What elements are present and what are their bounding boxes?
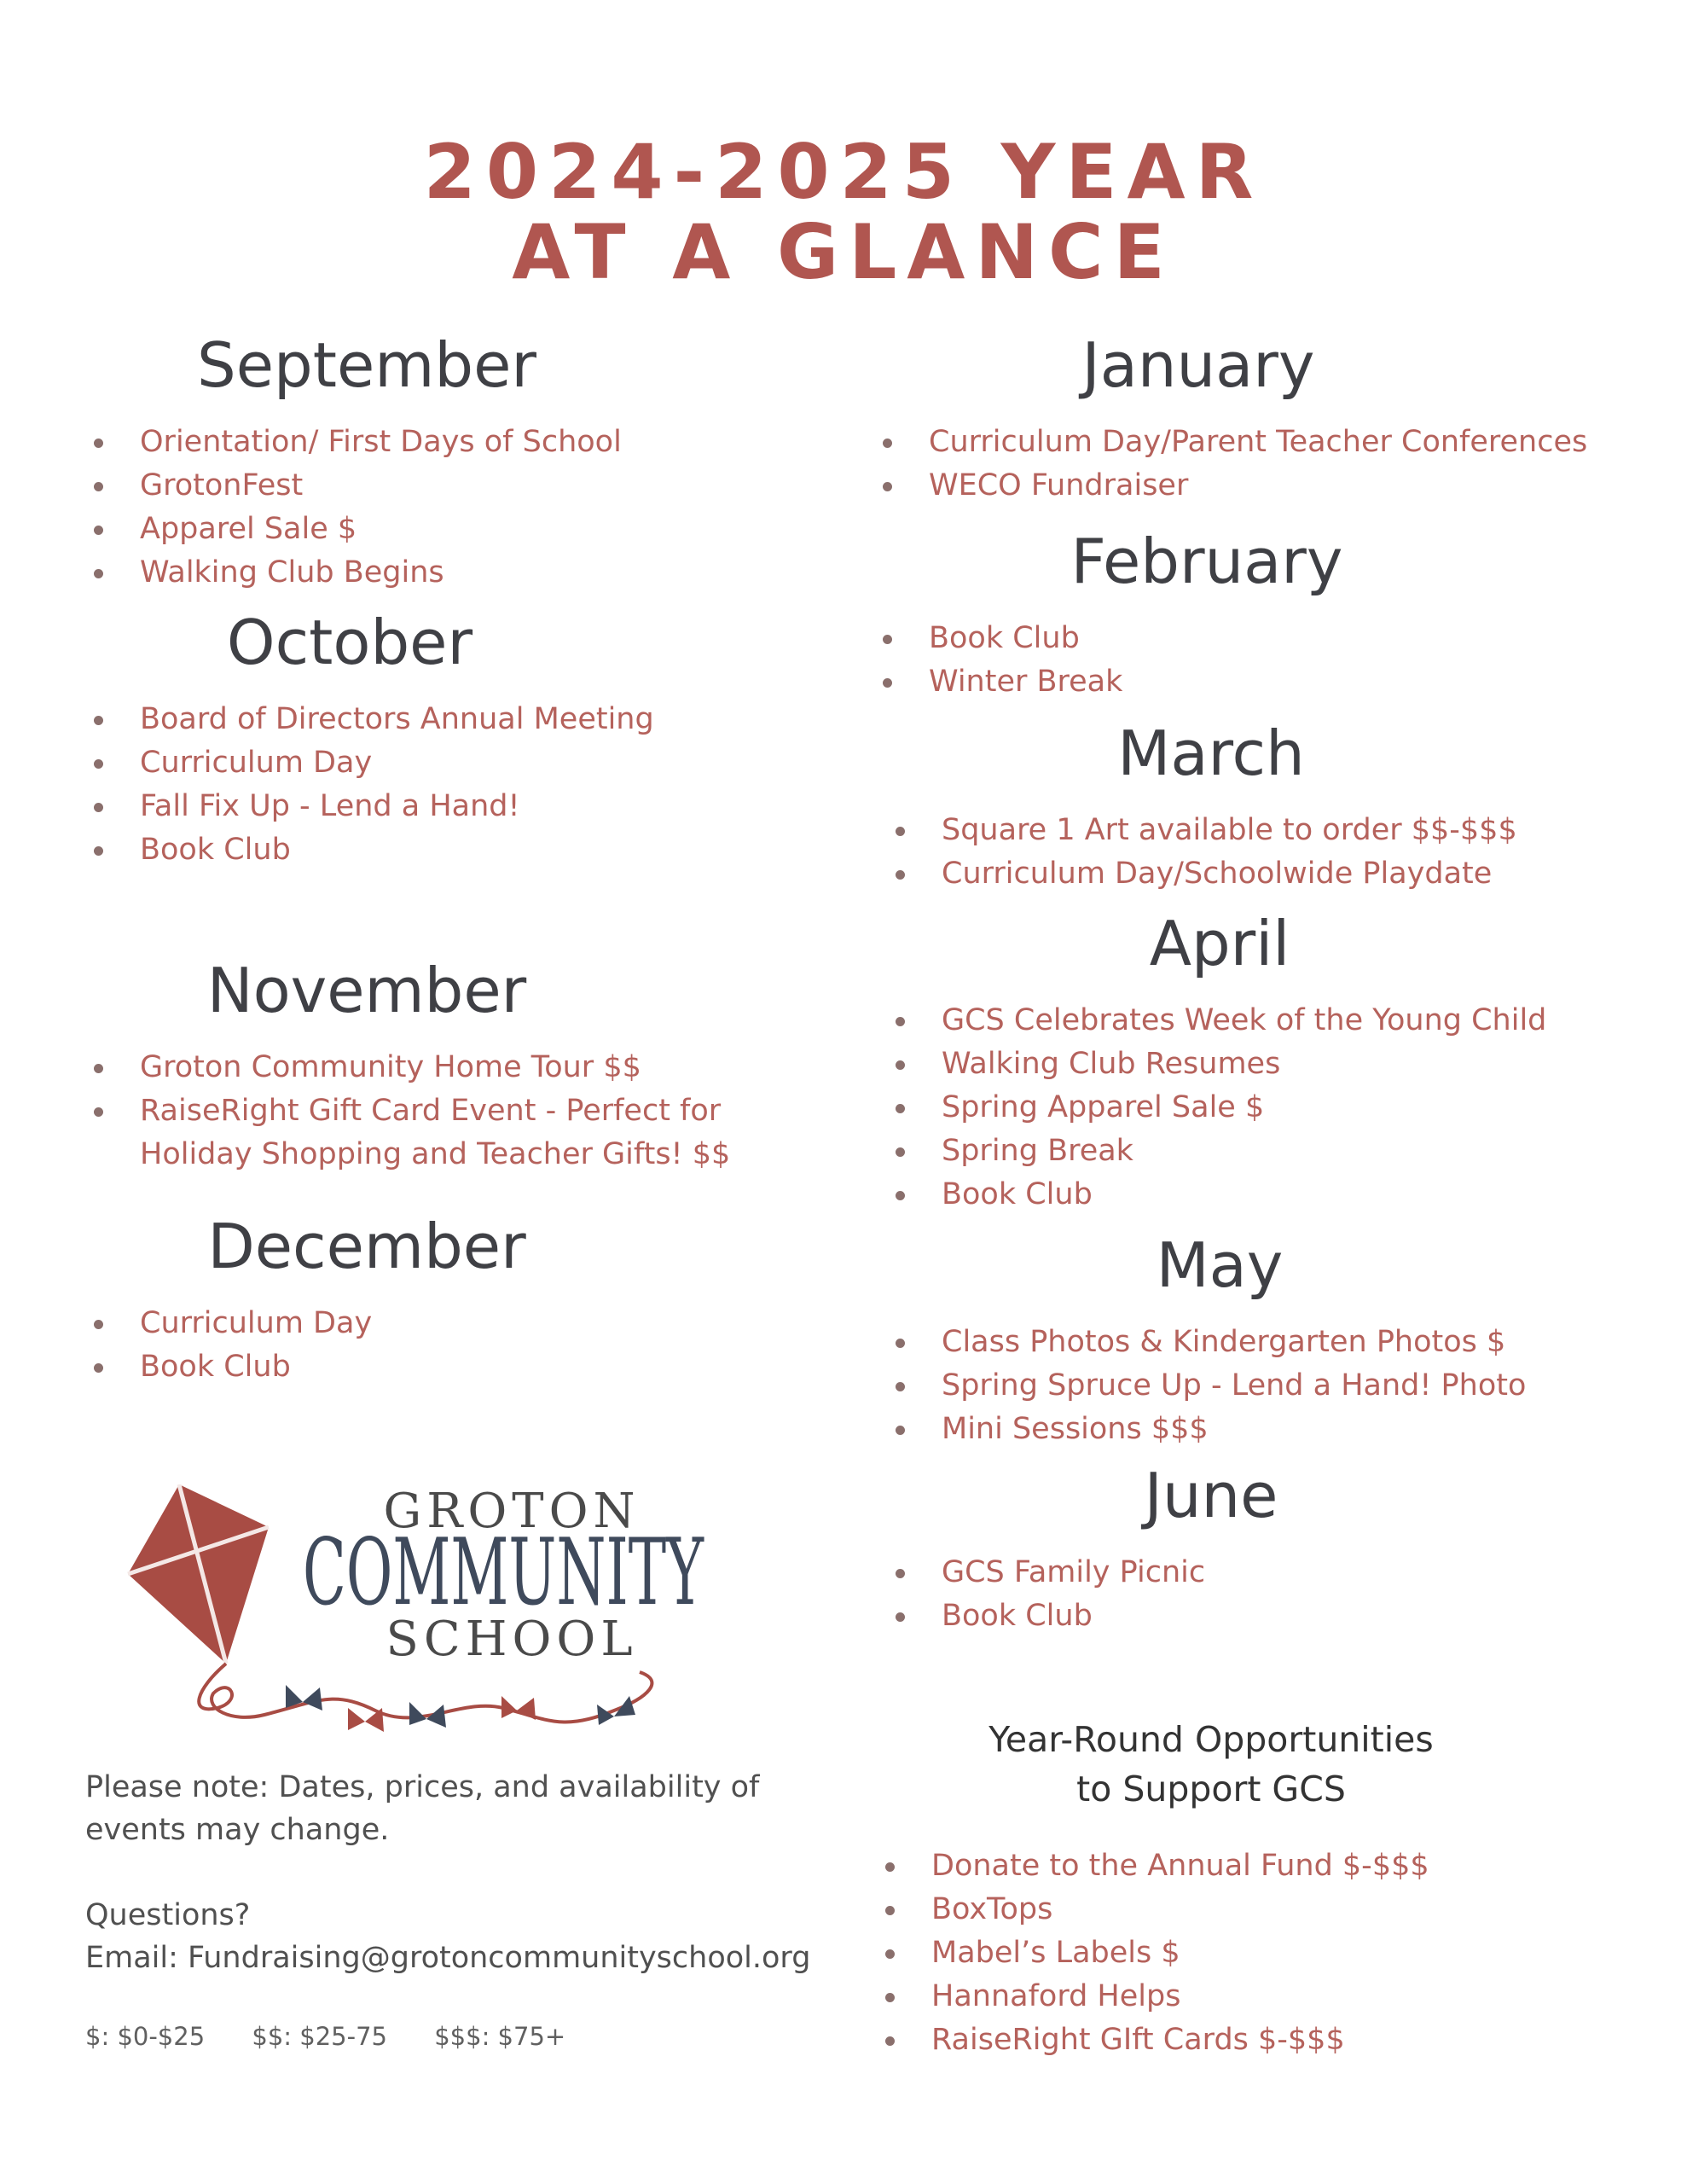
section-april xyxy=(887,907,1655,1217)
event-item: Walking Club Begins xyxy=(85,551,802,595)
contact-email: Email: Fundraising@grotoncommunityschool.org xyxy=(85,1941,811,1975)
contact-info xyxy=(85,1894,810,1979)
logo-text-community: COMMUNITY xyxy=(303,1519,705,1626)
event-item: Curriculum Day xyxy=(85,1302,802,1345)
section-december xyxy=(85,1210,802,1389)
legend-item: $$: $25-75 xyxy=(252,2022,387,2051)
year-round-title-line: Year-Round Opportunities xyxy=(988,1719,1434,1760)
event-item: Board of Directors Annual Meeting xyxy=(85,698,802,741)
event-item: Curriculum Day/Schoolwide Playdate xyxy=(887,852,1655,896)
month-heading: January xyxy=(1081,329,1315,401)
month-heading: February xyxy=(1070,526,1343,597)
event-list xyxy=(85,421,802,595)
month-heading: October xyxy=(226,607,473,678)
title-line-2: AT A GLANCE xyxy=(512,208,1175,296)
questions-label: Questions? xyxy=(85,1898,251,1932)
event-list xyxy=(887,999,1655,1217)
event-item: Orientation/ First Days of School xyxy=(85,421,802,464)
page-title xyxy=(0,128,1687,296)
section-march xyxy=(887,717,1655,896)
event-list xyxy=(887,1321,1655,1451)
event-item: Walking Club Resumes xyxy=(887,1043,1655,1086)
section-october xyxy=(85,606,802,872)
event-list xyxy=(85,698,802,872)
support-item: Donate to the Annual Fund $-$$$ xyxy=(877,1844,1644,1888)
month-heading: April xyxy=(1149,908,1290,979)
title-line-1: 2024-2025 YEAR xyxy=(423,128,1264,216)
event-item: Groton Community Home Tour $$ xyxy=(85,1046,802,1089)
event-list xyxy=(85,1046,802,1176)
event-item: Curriculum Day xyxy=(85,741,802,785)
event-item: Curriculum Day/Parent Teacher Conferences xyxy=(874,421,1642,464)
event-item: Book Club xyxy=(887,1594,1655,1638)
year-round-title-line: to Support GCS xyxy=(1076,1769,1346,1809)
event-item: GrotonFest xyxy=(85,464,802,508)
section-january xyxy=(874,328,1642,508)
month-heading: November xyxy=(206,955,527,1026)
event-item: Class Photos & Kindergarten Photos $ xyxy=(887,1321,1655,1364)
logo-text-school: SCHOOL xyxy=(386,1612,638,1667)
logo-text-groton: GROTON xyxy=(383,1484,641,1539)
section-june xyxy=(887,1459,1655,1638)
event-item: Book Club xyxy=(874,617,1642,660)
event-list xyxy=(874,421,1642,508)
event-item: RaiseRight Gift Card Event - Perfect for xyxy=(85,1089,802,1133)
event-list xyxy=(887,1551,1655,1638)
support-item: BoxTops xyxy=(877,1888,1644,1931)
event-item-continuation: Holiday Shopping and Teacher Gifts! $$ xyxy=(140,1137,731,1171)
event-list xyxy=(887,809,1655,896)
school-logo xyxy=(119,1484,751,1766)
event-item: Mini Sessions $$$ xyxy=(887,1408,1655,1451)
section-may xyxy=(887,1228,1655,1451)
month-heading: March xyxy=(1117,717,1305,789)
event-item: Apparel Sale $ xyxy=(85,508,802,551)
disclaimer-note xyxy=(85,1766,759,1851)
event-item: GCS Family Picnic xyxy=(887,1551,1655,1594)
legend-item: $: $0-$25 xyxy=(85,2022,206,2051)
section-november xyxy=(85,954,802,1176)
price-legend xyxy=(85,2022,605,2051)
month-heading: December xyxy=(207,1211,526,1282)
event-list xyxy=(877,1844,1644,2062)
event-item: Spring Apparel Sale $ xyxy=(887,1086,1655,1130)
month-heading: September xyxy=(197,329,536,401)
event-item: Spring Break xyxy=(887,1130,1655,1173)
support-item: RaiseRight GIft Cards $-$$$ xyxy=(877,2018,1644,2062)
month-heading: June xyxy=(1144,1460,1278,1531)
month-heading: May xyxy=(1156,1229,1284,1301)
section-year-round xyxy=(877,1844,1644,2062)
event-list xyxy=(85,1302,802,1389)
event-item: Fall Fix Up - Lend a Hand! xyxy=(85,785,802,828)
year-round-heading xyxy=(887,1715,1535,1814)
event-item: GCS Celebrates Week of the Young Child xyxy=(887,999,1655,1043)
support-item: Mabel’s Labels $ xyxy=(877,1931,1644,1975)
event-item: Book Club xyxy=(887,1173,1655,1217)
section-february xyxy=(874,525,1642,704)
event-list xyxy=(874,617,1642,704)
note-line: events may change. xyxy=(85,1813,390,1847)
event-item: WECO Fundraiser xyxy=(874,464,1642,508)
event-item: Winter Break xyxy=(874,660,1642,704)
note-line: Please note: Dates, prices, and availability of xyxy=(85,1770,760,1804)
legend-item: $$$: $75+ xyxy=(434,2022,566,2051)
event-item: Square 1 Art available to order $$-$$$ xyxy=(887,809,1655,852)
section-september xyxy=(85,328,802,595)
support-item: Hannaford Helps xyxy=(877,1975,1644,2018)
event-item: Book Club xyxy=(85,1345,802,1389)
event-item: Spring Spruce Up - Lend a Hand! Photo xyxy=(887,1364,1655,1408)
event-item: Book Club xyxy=(85,828,802,872)
